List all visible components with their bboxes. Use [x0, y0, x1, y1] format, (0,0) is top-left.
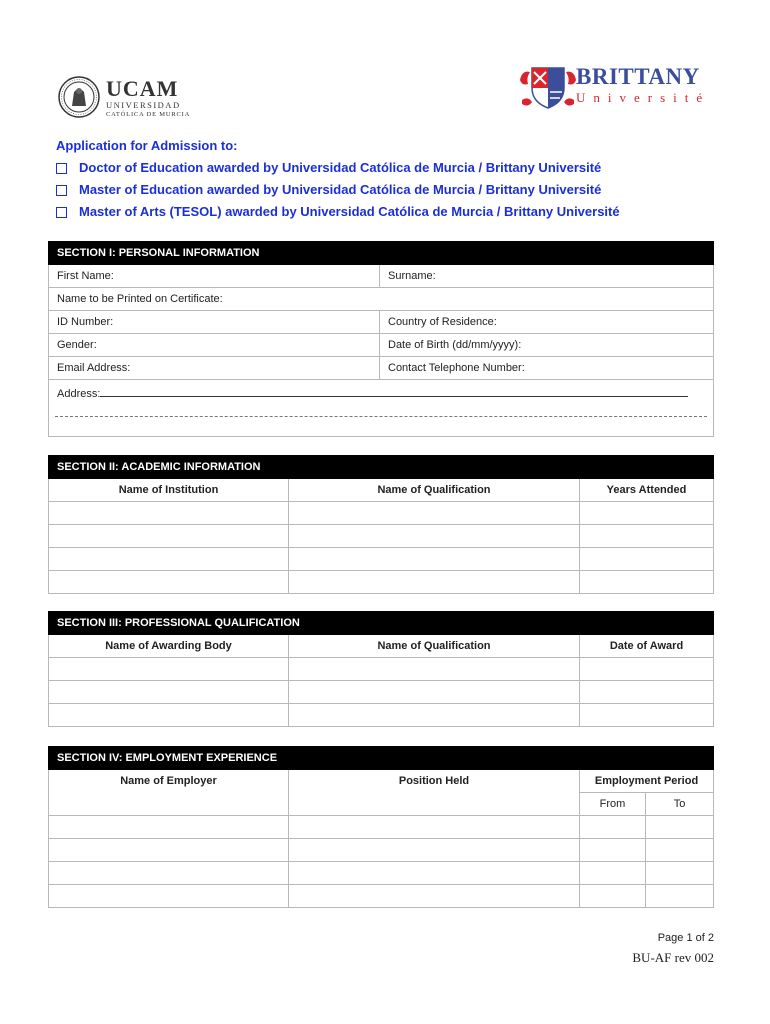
column-header: Years Attended [580, 479, 714, 502]
table-cell[interactable] [49, 862, 289, 885]
brittany-universite: Université [576, 90, 711, 105]
table-row [49, 525, 714, 548]
section-professional-qualification [48, 611, 714, 727]
table-cell[interactable] [289, 885, 580, 908]
column-header: Name of Qualification [289, 635, 580, 658]
certificate-name-field[interactable]: Name to be Printed on Certificate: [49, 288, 714, 311]
table-cell[interactable] [646, 816, 714, 839]
table-cell[interactable] [289, 681, 580, 704]
program-label: Doctor of Education awarded by Universidad Católica de Murcia / Brittany Université [79, 160, 602, 175]
table-cell[interactable] [646, 839, 714, 862]
section-personal-information [48, 241, 714, 437]
table-cell[interactable] [49, 704, 289, 727]
table-cell[interactable] [580, 862, 646, 885]
section-title: SECTION I: PERSONAL INFORMATION [49, 242, 714, 265]
ucam-seal-icon [58, 76, 100, 118]
table-cell[interactable] [580, 502, 714, 525]
program-option[interactable] [56, 157, 620, 179]
surname-field[interactable]: Surname: [380, 265, 714, 288]
section-employment-experience [48, 746, 714, 908]
ucam-logo [58, 74, 198, 128]
column-header: Name of Awarding Body [49, 635, 289, 658]
section-academic-information [48, 455, 714, 594]
checkbox[interactable] [56, 207, 67, 218]
ucam-line1: UNIVERSIDAD [106, 100, 181, 110]
table-row [49, 862, 714, 885]
table-cell[interactable] [580, 885, 646, 908]
admission-title: Application for Admission to: [56, 138, 238, 153]
table-cell[interactable] [289, 502, 580, 525]
column-header: Position Held [289, 770, 580, 816]
brittany-shield-icon [518, 62, 578, 112]
section-title: SECTION IV: EMPLOYMENT EXPERIENCE [49, 747, 714, 770]
address-label: Address: [57, 388, 101, 400]
gender-field[interactable]: Gender: [49, 334, 380, 357]
table-cell[interactable] [289, 862, 580, 885]
table-row [49, 548, 714, 571]
program-option[interactable] [56, 201, 620, 223]
table-cell[interactable] [289, 839, 580, 862]
table-row [49, 839, 714, 862]
table-cell[interactable] [580, 839, 646, 862]
section-title: SECTION II: ACADEMIC INFORMATION [49, 456, 714, 479]
table-cell[interactable] [646, 862, 714, 885]
table-cell[interactable] [49, 816, 289, 839]
table-row [49, 571, 714, 594]
column-header: Name of Employer [49, 770, 289, 816]
address-line-2[interactable] [55, 404, 707, 417]
period-to-header: To [646, 793, 714, 816]
table-cell[interactable] [289, 816, 580, 839]
table-cell[interactable] [49, 885, 289, 908]
brittany-logo [518, 62, 718, 112]
table-row [49, 885, 714, 908]
id-number-field[interactable]: ID Number: [49, 311, 380, 334]
dob-field[interactable]: Date of Birth (dd/mm/yyyy): [380, 334, 714, 357]
column-header: Employment Period [580, 770, 714, 793]
table-row [49, 502, 714, 525]
table-cell[interactable] [580, 704, 714, 727]
table-cell[interactable] [580, 681, 714, 704]
table-cell[interactable] [580, 816, 646, 839]
table-cell[interactable] [580, 548, 714, 571]
admission-heading [56, 135, 620, 223]
table-cell[interactable] [49, 502, 289, 525]
table-cell[interactable] [289, 658, 580, 681]
program-label: Master of Education awarded by Universidad Católica de Murcia / Brittany Université [79, 182, 602, 197]
phone-field[interactable]: Contact Telephone Number: [380, 357, 714, 380]
table-cell[interactable] [49, 839, 289, 862]
country-field[interactable]: Country of Residence: [380, 311, 714, 334]
brittany-name: BRITTANY [576, 64, 700, 89]
address-field[interactable] [49, 380, 714, 437]
period-from-header: From [580, 793, 646, 816]
table-cell[interactable] [646, 885, 714, 908]
table-cell[interactable] [49, 571, 289, 594]
table-cell[interactable] [49, 548, 289, 571]
table-cell[interactable] [580, 525, 714, 548]
email-field[interactable]: Email Address: [49, 357, 380, 380]
checkbox[interactable] [56, 163, 67, 174]
table-cell[interactable] [49, 525, 289, 548]
program-option[interactable] [56, 179, 620, 201]
first-name-field[interactable]: First Name: [49, 265, 380, 288]
table-row [49, 681, 714, 704]
table-cell[interactable] [49, 681, 289, 704]
table-row [49, 704, 714, 727]
table-row [49, 816, 714, 839]
ucam-name: UCAM [106, 76, 179, 101]
table-cell[interactable] [49, 658, 289, 681]
address-line[interactable] [100, 386, 688, 397]
ucam-wordmark [106, 78, 190, 119]
column-header: Name of Institution [49, 479, 289, 502]
table-cell[interactable] [289, 548, 580, 571]
program-label: Master of Arts (TESOL) awarded by Universidad Católica de Murcia / Brittany Université [79, 204, 620, 219]
table-cell[interactable] [289, 571, 580, 594]
table-cell[interactable] [289, 704, 580, 727]
checkbox[interactable] [56, 185, 67, 196]
column-header: Date of Award [580, 635, 714, 658]
ucam-line2: CATÓLICA DE MURCIA [106, 111, 191, 118]
section-title: SECTION III: PROFESSIONAL QUALIFICATION [49, 612, 714, 635]
column-header: Name of Qualification [289, 479, 580, 502]
table-cell[interactable] [580, 571, 714, 594]
table-cell[interactable] [289, 525, 580, 548]
page-number: Page 1 of 2 [657, 932, 714, 944]
table-row [49, 658, 714, 681]
form-revision: BU-AF rev 002 [632, 950, 714, 965]
table-cell[interactable] [580, 658, 714, 681]
